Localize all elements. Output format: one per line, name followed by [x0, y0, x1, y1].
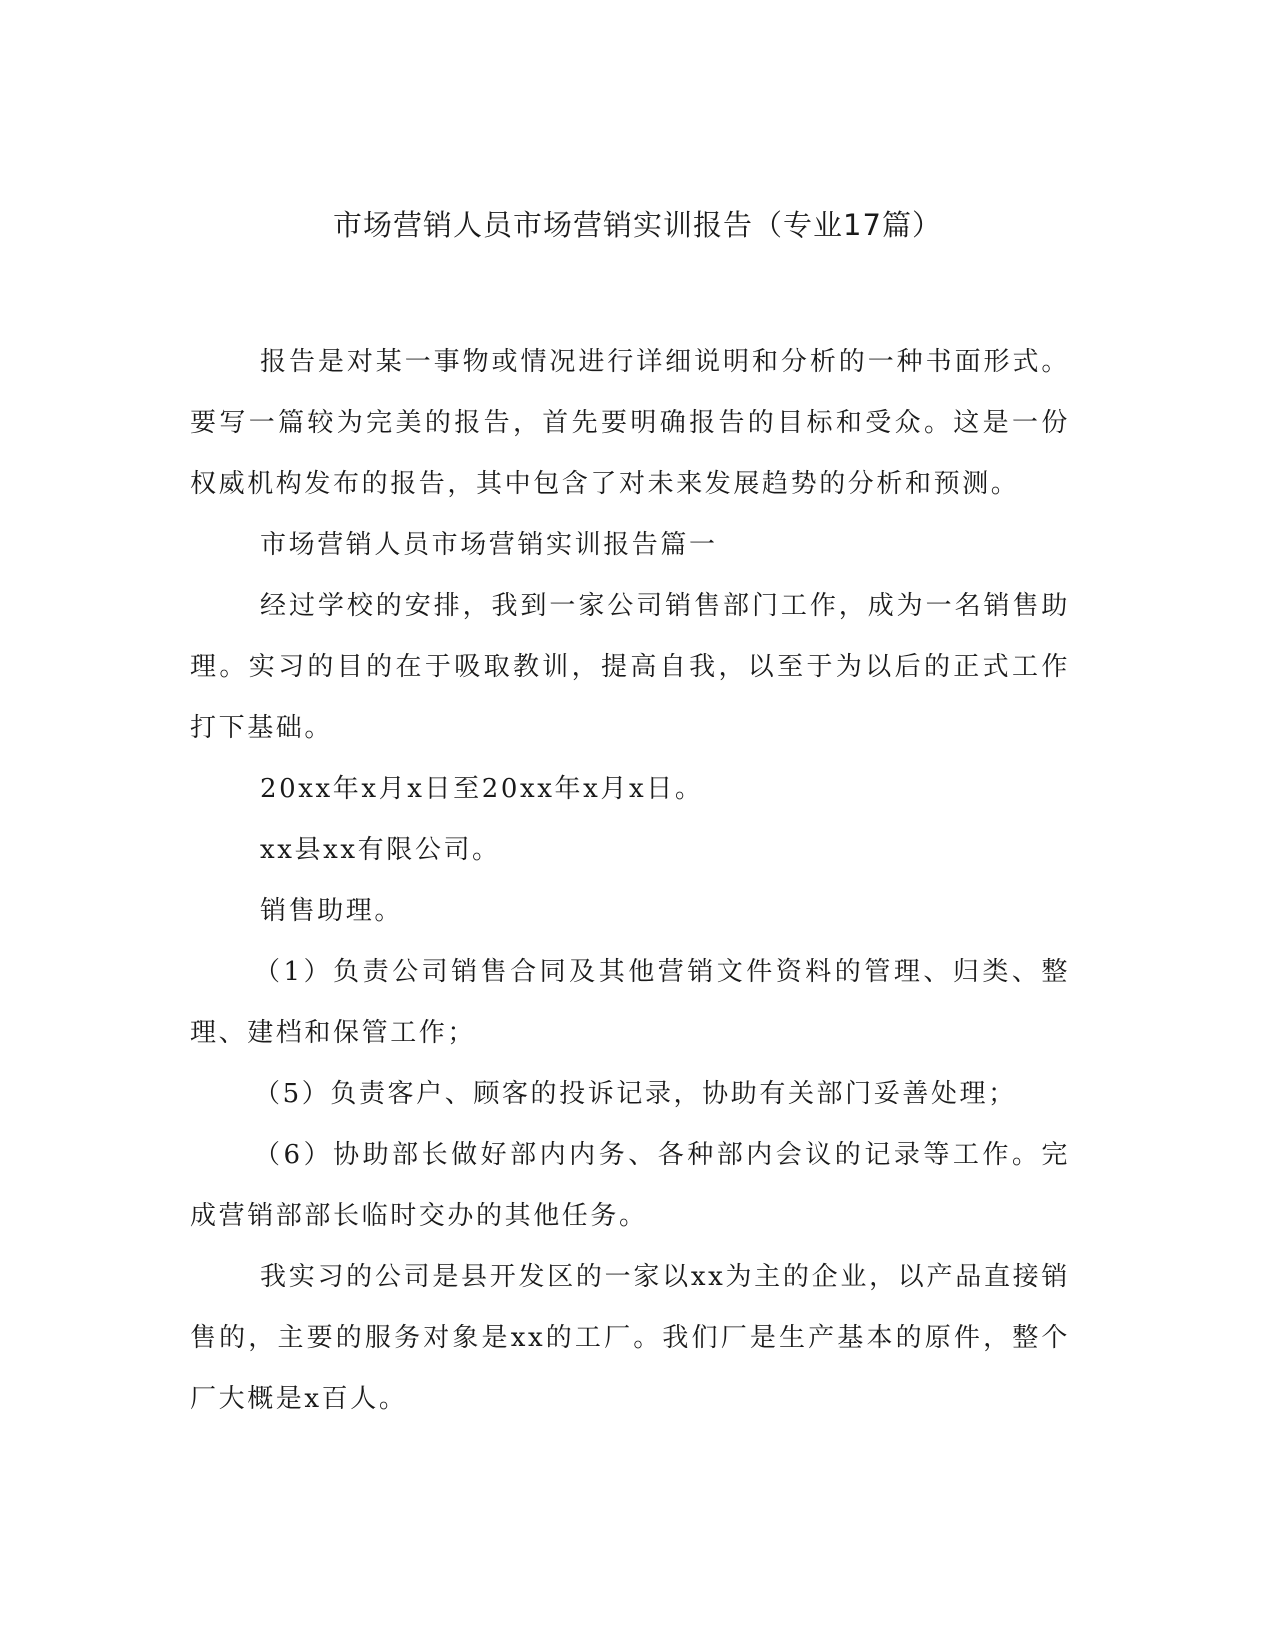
duty-item-6: （6）协助部长做好部内内务、各种部内会议的记录等工作。完成营销部部长临时交办的其他任务。	[190, 1140, 1070, 1231]
paragraph-period: 20xx年x月x日至20xx年x月x日。	[260, 774, 704, 804]
document-title: 市场营销人员市场营销实训报告（专业17篇）	[333, 208, 942, 242]
section-heading: 市场营销人员市场营销实训报告篇一	[260, 530, 718, 560]
paragraph-intro: 报告是对某一事物或情况进行详细说明和分析的一种书面形式。要写一篇较为完美的报告，首先要明确报告的目标和受众。这是一份权威机构发布的报告，其中包含了对未来发展趋势的分析和预测。	[190, 347, 1070, 499]
paragraph-position: 销售助理。	[260, 896, 404, 926]
paragraph-arrangement: 经过学校的安排，我到一家公司销售部门工作，成为一名销售助理。实习的目的在于吸取教训，提高自我，以至于为以后的正式工作打下基础。	[190, 591, 1070, 743]
paragraph-company-description: 我实习的公司是县开发区的一家以xx为主的企业，以产品直接销售的，主要的服务对象是xx的工厂。我们厂是生产基本的原件，整个厂大概是x百人。	[190, 1262, 1070, 1414]
duty-item-5: （5）负责客户、顾客的投诉记录，协助有关部门妥善处理；	[254, 1079, 1017, 1109]
document-body	[190, 332, 1070, 1430]
duty-item-1: （1）负责公司销售合同及其他营销文件资料的管理、归类、整理、建档和保管工作；	[190, 957, 1070, 1048]
paragraph-company: xx县xx有限公司。	[260, 835, 501, 865]
